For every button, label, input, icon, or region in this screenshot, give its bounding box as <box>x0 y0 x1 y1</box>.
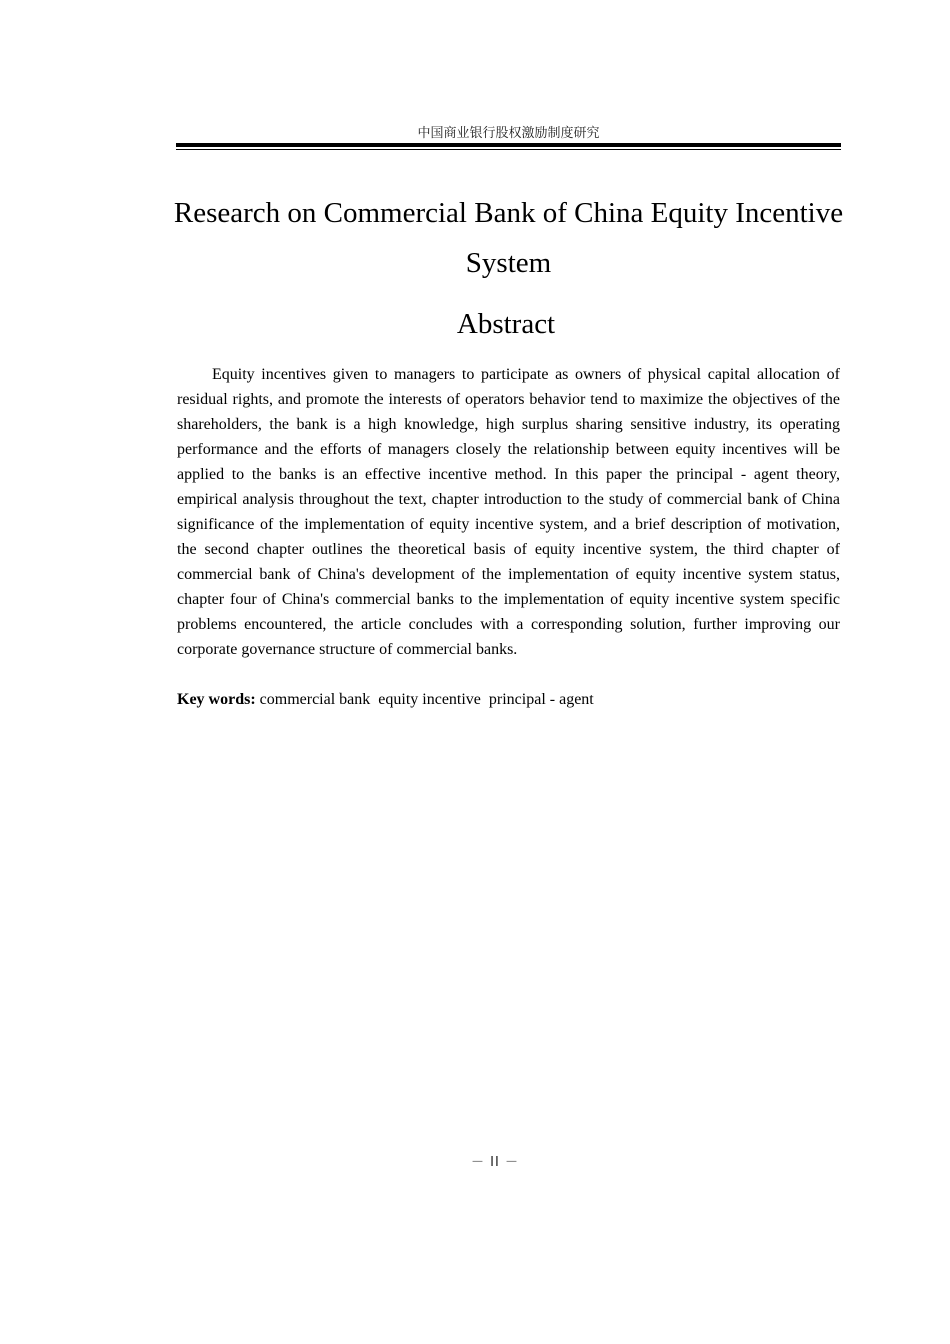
keywords-line <box>177 687 840 712</box>
header-rule-thin <box>176 149 841 150</box>
abstract-body: Equity incentives given to managers to participate as owners of physical capital allocation of residual rights, and promote the interests of operators behavior tend to maximize the objectives of the shareholders, the bank is a high knowledge, high surplus sharing sensitive industry, its operating performance and the efforts of managers closely the relationship between equity incentives will be applied to the banks is an effective incentive method. In this paper the principal - agent theory, empirical analysis throughout the text, chapter introduction to the study of commercial bank of China significance of the implementation of equity incentive system, and a brief description of motivation, the second chapter outlines the theoretical basis of equity incentive system, the third chapter of commercial bank of China's development of the implementation of equity incentive system status, chapter four of China's commercial banks to the implementation of equity incentive system specific problems encountered, the article concludes with a corresponding solution, further improving our corporate governance structure of commercial banks. <box>177 366 840 658</box>
running-header: 中国商业银行股权激励制度研究 <box>417 126 600 141</box>
page-number: － II － <box>471 1155 519 1170</box>
header-rule-thick <box>176 143 841 147</box>
document-title: Research on Commercial Bank of China Equity Incentive System <box>173 197 844 279</box>
keywords-text: commercial bank equity incentive principal - agent <box>255 691 594 708</box>
abstract-heading: Abstract <box>456 308 556 340</box>
keywords-label: Key words: <box>177 691 256 708</box>
